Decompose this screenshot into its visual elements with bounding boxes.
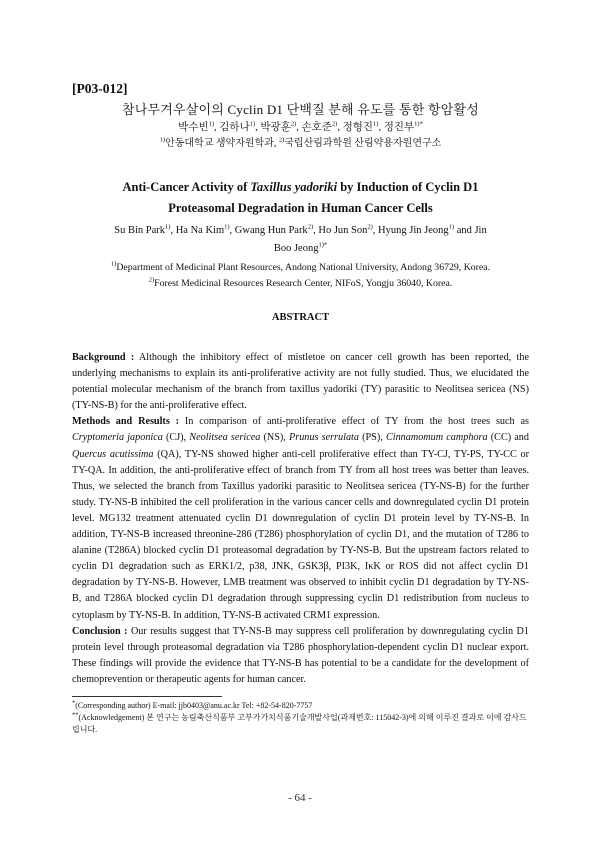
footnote-acknowledgement	[72, 712, 529, 736]
korean-title: 참나무겨우살이의 Cyclin D1 단백질 분해 유도를 통한 항암활성	[122, 102, 479, 117]
methods-text-10: (QA), TY-NS showed higher anti-cell proliferative effect than TY-CJ, TY-PS, TY-CC or TY-QA. In addition, the anti-proliferative effect of branch from TY from all host trees was better than leaves. Thus, we selected the branch from Taxillus yadoriki parasitic to Neolitsea sericea (TY-NS-B) for the further study. TY-NS-B inhibited the cell proliferation in the various cancer cells and downregulated cyclin D1 protein level. MG132 treatment attenuated cyclin D1 downregulation of cyclin D1 protein level by TY-NS-B. In addition, TY-NS-B increased threonine-286 (T286) phosphorylation of cyclin D1, and the mutation of T286 to alanine (T286A) blocked cyclin D1 proteasomal degradation by TY-NS-B. But the upstream factors related to cyclin D1 degradation such as ERK1/2, p38, JNK, GSK3β, PI3K, IκK or ROS did not affect cyclin D1 degradation by TY-NS-B. However, LMB treatment was observed to inhibit cyclin D1 degradation by TY-NS-B, and T286A blocked cyclin D1 degradation through suppressing cyclin D1 redistribution from nucleus to cytoplasm by TY-NS-B. In addition, TY-NS-B activated CRM1 expression.	[72, 448, 529, 621]
korean-authors	[72, 120, 529, 136]
footnote-rule	[72, 696, 222, 697]
methods-label: Methods and Results :	[72, 416, 180, 428]
kauthor-5-sup: 1)	[373, 120, 379, 128]
methods-text-8: (CC) and	[487, 432, 529, 444]
page-number: - 64 -	[288, 792, 312, 804]
footnote-corresponding	[72, 700, 529, 712]
eauthor-5: , Hyung Jin Jeong	[372, 225, 449, 236]
eaff-2: Forest Medicinal Resources Research Center, NIFoS, Yongju 36040, Korea.	[154, 278, 453, 289]
english-title-species: Taxillus yadoriki	[250, 180, 338, 194]
eauthor-6-sup: 1)*	[318, 241, 328, 249]
paper-page	[72, 80, 529, 736]
footnote-corresponding-text: (Corresponding author) E-mail: jjb0403@anu.ac.kr Tel: +82-54-820-7757	[75, 700, 313, 710]
eauthor-6b: Boo Jeong	[273, 243, 319, 254]
eauthor-6a: and Jin	[454, 225, 487, 236]
kauthor-6-sup: 1)*	[414, 120, 423, 128]
methods-text-0: In comparison of anti-proliferative effect of TY from the host trees such as	[179, 416, 529, 428]
methods-text-4: (NS),	[260, 432, 290, 444]
footnote-ack-mark: **	[72, 711, 79, 719]
kaff-2-sup: 2)	[278, 136, 285, 144]
eauthor-3: , Gwang Hun Park	[229, 225, 308, 236]
kauthor-1-sup: 1)	[208, 120, 215, 128]
species-ps: Prunus serrulata	[289, 432, 359, 444]
kauthor-4: , 손호준	[296, 122, 332, 133]
conclusion-text: Our results suggest that TY-NS-B may suppress cell proliferation by downregulating cyclin D1 protein level through proteasomal degradation via T286 phosphorylation-dependent cyclin D1 nuclear export. These findings will provide the evidence that TY-NS-B has potential to be a candidate for the development of chemoprevention or therapeutic agents for human cancer.	[72, 625, 529, 685]
kaff-1: 안동대학교 생약자원학과,	[165, 138, 279, 149]
english-title-line2: Proteasomal Degradation in Human Cancer Cells	[168, 201, 433, 215]
english-authors	[72, 222, 529, 258]
eauthor-4: , Ho Jun Son	[313, 225, 368, 236]
paper-id: [P03-012]	[72, 81, 128, 96]
eauthor-3-sup: 2)	[307, 223, 314, 231]
background-paragraph	[72, 350, 529, 414]
kauthor-4-sup: 2)	[331, 120, 338, 128]
background-label: Background :	[72, 352, 135, 363]
kauthor-5: , 정형진	[337, 122, 374, 133]
species-cc: Cinnamomum camphora	[385, 432, 488, 444]
species-qa: Quercus acutissima	[72, 448, 154, 460]
conclusion-paragraph	[72, 624, 529, 688]
eauthor-5-sup: 1)	[448, 223, 455, 231]
english-title	[72, 177, 529, 219]
kaff-1-sup: 1)	[159, 136, 166, 144]
kaff-2: 국립산림과학원 산림약용자원연구소	[284, 138, 442, 149]
eauthor-2-sup: 1)	[224, 223, 230, 231]
eaff-1-sup: 1)	[110, 260, 117, 268]
background-text: Although the inhibitory effect of mistletoe on cancer cell growth has been reported, the underlying mechanisms to explain its anti-proliferative activity are not fully studied. Thus, we elucidated the potential molecular mechanism of the branch from taxillus yadoriki (TY) parasitic to Neolitsea sericea (NS) (TY-NS-B) for the anti-proliferative effect.	[72, 352, 529, 412]
methods-paragraph	[72, 414, 529, 623]
footnote-corresponding-mark: *	[72, 699, 76, 707]
eauthor-2: , Ha Na Kim	[170, 225, 225, 236]
species-ns: Neolitsea sericea	[189, 432, 261, 444]
english-title-a: Anti-Cancer Activity of	[122, 180, 251, 194]
korean-affiliations	[72, 136, 529, 151]
eauthor-4-sup: 2)	[367, 223, 373, 231]
english-affiliations	[72, 260, 529, 292]
conclusion-label: Conclusion :	[72, 625, 128, 637]
kauthor-1: 박수빈	[178, 122, 209, 133]
kauthor-2-sup: 1)	[249, 120, 256, 128]
abstract-heading: ABSTRACT	[271, 312, 330, 323]
footnote-ack-text: (Acknowledgement) 본 연구는 농림축산식품부 고부가가치식품기술개발사업(과제번호: 115042-3)에 의해 이루진 결과로 이에 감사드립니다.	[72, 712, 527, 734]
kauthor-3: , 박광훈	[255, 122, 291, 133]
eaff-1: Department of Medicinal Plant Resources, Andong National University, Andong 36729, Korea.	[116, 262, 491, 273]
methods-text-2: (CJ),	[162, 432, 190, 444]
methods-text-6: (PS),	[358, 432, 386, 444]
species-cj: Cryptomeria japonica	[72, 432, 163, 444]
eaff-2-sup: 2)	[148, 276, 155, 284]
eauthor-1-sup: 1)	[165, 223, 171, 231]
kauthor-3-sup: 2)	[290, 120, 297, 128]
kauthor-6: , 정진부	[378, 122, 415, 133]
eauthor-1: Su Bin Park	[114, 225, 166, 236]
english-title-b: by Induction of Cyclin D1	[337, 180, 479, 194]
kauthor-2: , 김하나	[214, 122, 250, 133]
